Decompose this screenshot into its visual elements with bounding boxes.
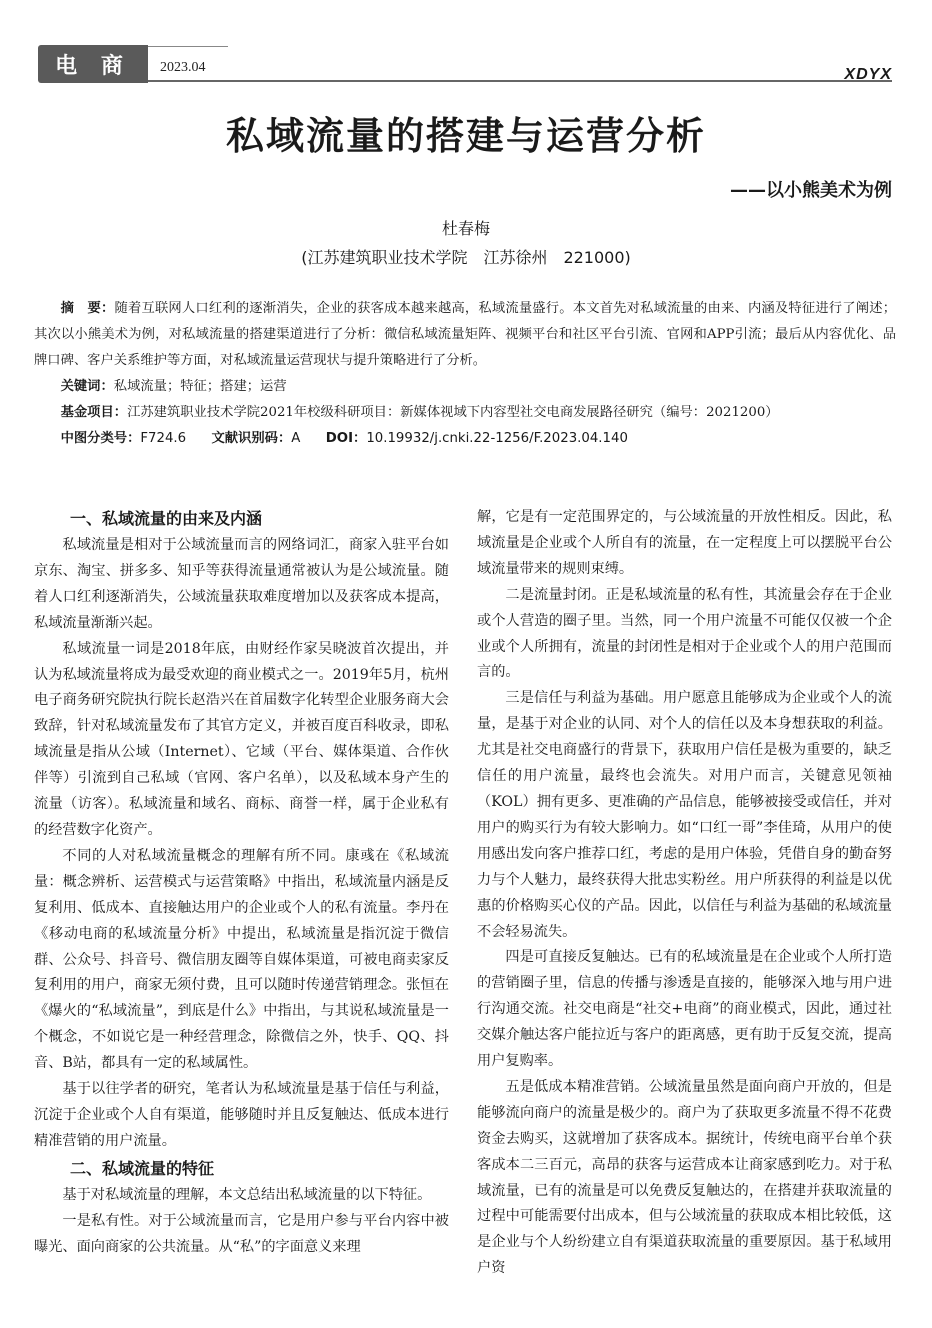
body-paragraph: 解，它是有一定范围界定的，与公域流量的开放性相反。因此，私域流量是企业或个人所自有的流量，在一定程度上可以摆脱平台公域流量带来的规则束缚。 xyxy=(477,509,892,577)
doi-label: DOI： xyxy=(325,431,367,446)
abstract-section xyxy=(34,296,896,452)
keywords-row xyxy=(34,374,896,400)
body-paragraph: 基于对私域流量的理解，本文总结出私域流量的以下特征。 xyxy=(62,1186,432,1203)
fund-text: 江苏建筑职业技术学院2021年校级科研项目：新媒体视域下内容型社交电商发展路径研究（编号：2021200） xyxy=(127,405,779,420)
body-paragraph: 基于以往学者的研究，笔者认为私域流量是基于信任与利益，沉淀于企业或个人自有渠道，能够随时并且反复触达、低成本进行精准营销的用户流量。 xyxy=(34,1081,449,1149)
body-column-left xyxy=(34,505,449,1320)
section-heading-2: 二、私域流量的特征 xyxy=(70,1158,215,1178)
section-heading-1: 一、私域流量的由来及内涵 xyxy=(70,509,263,528)
clc-label: 中图分类号： xyxy=(60,431,141,446)
body-paragraph: 三是信任与利益为基础。用户愿意且能够成为企业或个人的流量，是基于对企业的认同、对个人的信任以及本身想获取的利益。尤其是社交电商盛行的背景下，获取用户信任是极为重要的，缺乏信任的用户流量，最终也会流失。对用户而言，关键意见领袖（KOL）拥有更多、更准确的产品信息，能够被接受或信任，并对用户的购买行为有较大影响力。如“口红一哥”李佳琦，从用户的使用感出发向客户推荐口红，考虑的是用户体验，凭借自身的勤奋努力与个人魅力，最终获得大批忠实粉丝。用户所获得的利益是以优惠的价格购买心仪的产品。因此，以信任与利益为基础的私域流量不会轻易流失。 xyxy=(477,690,892,940)
body-paragraph: 私域流量一词是2018年底，由财经作家吴晓波首次提出，并认为私域流量将成为最受欢迎的商业模式之一。2019年5月，杭州电子商务研究院执行院长赵浩兴在首届数字化转型企业服务商大会致辞，针对私域流量发布了其官方定义，并被百度百科收录，即私域流量是指从公域（Internet）、它域（平台、媒体渠道、合作伙伴等）引流到自己私域（官网、客户名单），以及私域本身产生的流量（访客）。私域流量和域名、商标、商誉一样，属于企业私有的经营数字化资产。 xyxy=(34,640,449,838)
classification-row xyxy=(34,426,896,452)
article-title: 私域流量的搭建与运营分析 xyxy=(225,114,706,158)
body-paragraph: 一是私有性。对于公域流量而言，它是用户参与平台内容中被曝光、面向商家的公共流量。从“私”的字面意义来理 xyxy=(34,1212,449,1255)
header-rule-top xyxy=(148,46,228,47)
body-paragraph: 四是可直接反复触达。已有的私域流量是在企业或个人所打造的营销圈子里，信息的传播与渗透是直接的，能够深入地与用户进行沟通交流。社交电商是“社交+电商”的商业模式，因此，通过社交媒介触达客户能拉近与客户的距离感，更有助于反复交流，提高用户复购率。 xyxy=(477,949,892,1070)
body-paragraph: 五是低成本精准营销。公域流量虽然是面向商户开放的，但是能够流向商户的流量是极少的。商户为了获取更多流量不得不花费资金去购买，这就增加了获客成本。据统计，传统电商平台单个获客成本二三百元，高昂的获客与运营成本让商家感到吃力。对于私域流量，已有的流量是可以免费反复触达的，在搭建并获取流量的过程中可能需要付出成本，但与公域流量的获取成本相比较低，这是企业与个人纷纷建立自有渠道获取流量的重要原因。基于私域用户资 xyxy=(477,1078,892,1277)
body-column-right xyxy=(477,505,892,1320)
clc-value: F724.6 xyxy=(140,431,187,446)
doi-value: 10.19932/j.cnki.22-1256/F.2023.04.140 xyxy=(366,431,628,446)
body-paragraph: 私域流量是相对于公域流量而言的网络词汇，商家入驻平台如京东、淘宝、拼多多、知乎等获得流量通常被认为是公域流量。随着人口红利逐渐消失，公域流量获取难度增加以及获客成本提高，私域流量渐渐兴起。 xyxy=(34,537,449,631)
keywords-label: 关键词： xyxy=(60,379,114,394)
article-subtitle: ——以小熊美术为例 xyxy=(730,180,892,201)
doc-code-label: 文献识别码： xyxy=(211,431,292,446)
journal-brand: XDYX xyxy=(844,66,892,83)
abstract-paragraph xyxy=(34,296,896,374)
author-affiliation: (江苏建筑职业技术学院 江苏徐州 221000) xyxy=(301,248,631,267)
issue-date: 2023.04 xyxy=(160,60,206,75)
section-tab: 电 商 xyxy=(38,45,148,83)
abstract-text: 随着互联网人口红利的逐渐消失，企业的获客成本越来越高，私域流量盛行。本文首先对私域流量的由来、内涵及特征进行了阐述；其次以小熊美术为例，对私域流量的搭建渠道进行了分析：微信私域流量矩阵、视频平台和社区平台引流、官网和APP引流；最后从内容优化、品牌口碑、客户关系维护等方面，对私域流量运营现状与提升策略进行了分析。 xyxy=(34,301,897,368)
fund-label: 基金项目： xyxy=(60,405,128,420)
fund-row xyxy=(34,400,896,426)
author-name: 杜春梅 xyxy=(441,219,490,238)
header-rule xyxy=(148,80,892,82)
keywords-text: 私域流量；特征；搭建；运营 xyxy=(113,379,287,394)
body-paragraph: 二是流量封闭。正是私域流量的私有性，其流量会存在于企业或个人营造的圈子里。当然，同一个用户流量不可能仅仅被一个企业或个人所拥有，流量的封闭性是相对于企业或个人的用户范围而言的。 xyxy=(477,586,892,681)
abstract-label: 摘 要： xyxy=(60,301,115,316)
doc-code-value: A xyxy=(291,431,301,446)
body-paragraph: 不同的人对私域流量概念的理解有所不同。康彧在《私域流量：概念辨析、运营模式与运营策略》中指出，私域流量内涵是反复利用、低成本、直接触达用户的企业或个人的私有流量。李丹在《移动电商的私域流量分析》中提出，私域流量是指沉淀于微信群、公众号、抖音号、微信朋友圈等自媒体渠道，可被电商卖家反复利用的用户，商家无须付费，且可以随时传递营销理念。张恒在《爆火的“私域流量”，到底是什么》中指出，与其说私域流量是一个概念，不如说它是一种经营理念，除微信之外，快手、QQ、抖音、B站，都具有一定的私域属性。 xyxy=(34,847,449,1072)
